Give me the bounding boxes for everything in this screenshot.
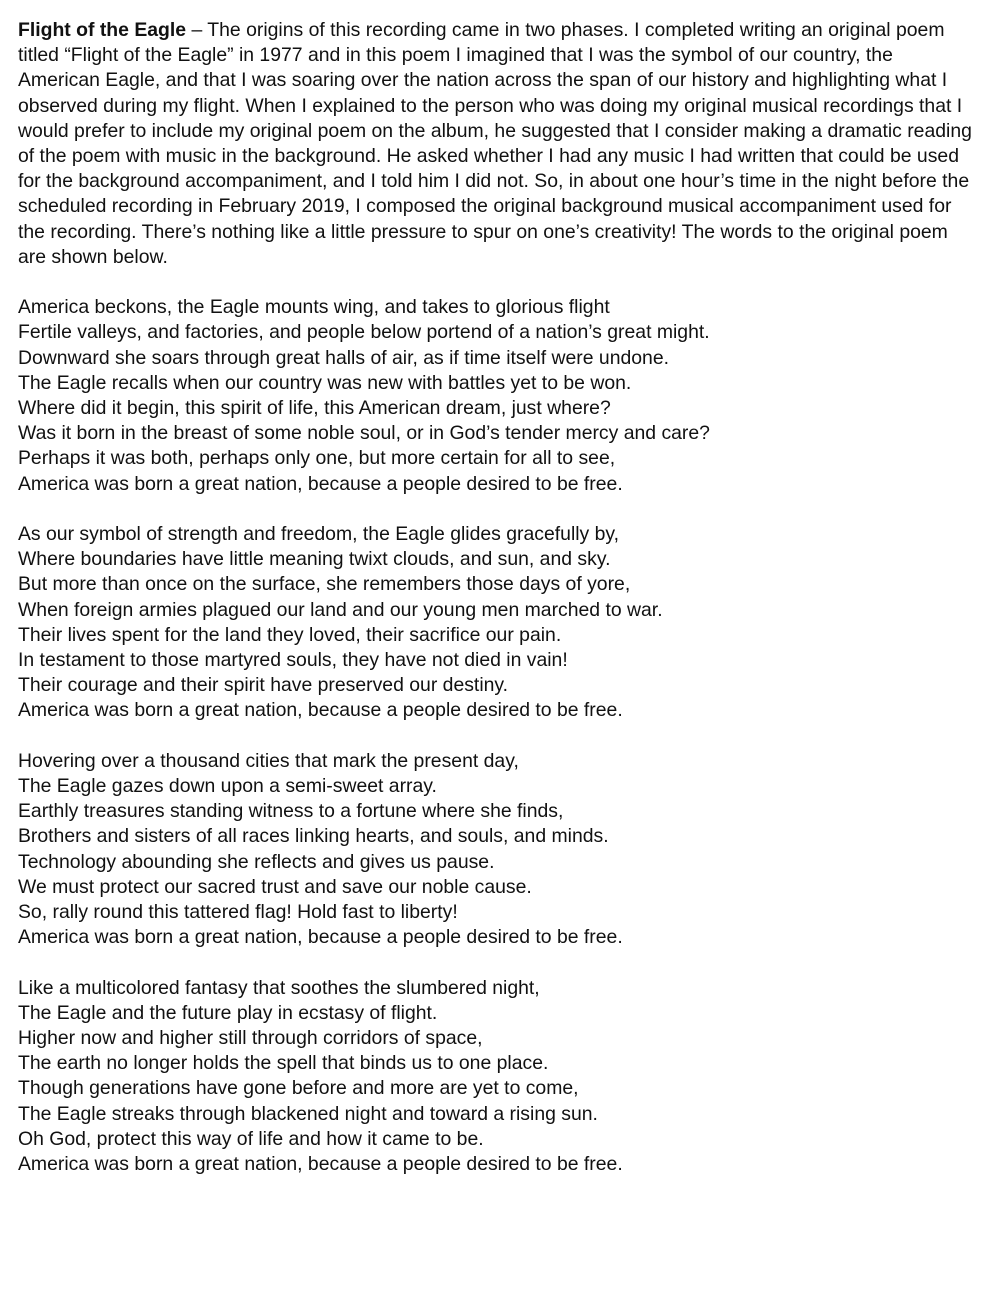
document-title: Flight of the Eagle (18, 19, 187, 41)
poem-line: Though generations have gone before and more are yet to come, (18, 1077, 579, 1100)
poem-line: In testament to those martyred souls, they have not died in vain! (18, 649, 568, 672)
poem-line: Was it born in the breast of some noble soul, or in God’s tender mercy and care? (18, 422, 710, 445)
poem-line: So, rally round this tattered flag! Hold fast to liberty! (18, 901, 458, 924)
poem-line: Where did it begin, this spirit of life, this American dream, just where? (18, 397, 611, 420)
poem-refrain: America was born a great nation, because a people desired to be free. (18, 1153, 623, 1176)
poem-refrain: America was born a great nation, because a people desired to be free. (18, 926, 623, 949)
poem-stanza-3 (18, 749, 978, 951)
poem-refrain: America was born a great nation, because a people desired to be free. (18, 472, 623, 495)
document-page (18, 18, 978, 1177)
poem-line: Perhaps it was both, perhaps only one, but more certain for all to see, (18, 447, 616, 470)
title-dash: – (186, 19, 208, 41)
poem-line: The Eagle and the future play in ecstasy of flight. (18, 1001, 438, 1024)
poem-line: As our symbol of strength and freedom, the Eagle glides gracefully by, (18, 523, 620, 546)
poem-line: But more than once on the surface, she remembers those days of yore, (18, 573, 631, 596)
poem-line: The Eagle streaks through blackened night and toward a rising sun. (18, 1102, 598, 1125)
poem-line: America beckons, the Eagle mounts wing, and takes to glorious flight (18, 296, 610, 319)
poem-line: Their lives spent for the land they loved, their sacrifice our pain. (18, 623, 562, 646)
poem-line: When foreign armies plagued our land and our young men marched to war. (18, 598, 663, 621)
poem-line: The Eagle recalls when our country was new with battles yet to be won. (18, 371, 632, 394)
poem-line: The earth no longer holds the spell that binds us to one place. (18, 1052, 549, 1075)
poem-line: Oh God, protect this way of life and how it came to be. (18, 1127, 484, 1150)
poem-stanza-4 (18, 976, 978, 1178)
poem-line: Like a multicolored fantasy that soothes the slumbered night, (18, 976, 540, 999)
poem-line: The Eagle gazes down upon a semi-sweet array. (18, 775, 437, 798)
poem-line: We must protect our sacred trust and save our noble cause. (18, 875, 532, 898)
poem-line: Downward she soars through great halls of air, as if time itself were undone. (18, 346, 669, 369)
poem-line: Brothers and sisters of all races linking hearts, and souls, and minds. (18, 825, 609, 848)
poem-line: Where boundaries have little meaning twixt clouds, and sun, and sky. (18, 548, 611, 571)
poem-refrain: America was born a great nation, because a people desired to be free. (18, 699, 623, 722)
poem-line: Technology abounding she reflects and gives us pause. (18, 850, 495, 873)
intro-paragraph (18, 18, 978, 270)
poem-line: Their courage and their spirit have preserved our destiny. (18, 674, 509, 697)
poem-line: Hovering over a thousand cities that mark the present day, (18, 749, 519, 772)
poem-stanza-2 (18, 522, 978, 724)
poem-line: Higher now and higher still through corridors of space, (18, 1027, 483, 1050)
intro-text: The origins of this recording came in two phases. I completed writing an original poem titled “Flight of the Eagle” in 1977 and in this poem I imagined that I was the symbol of our country, the American Eagle, and that I was soaring over the nation across the span of our history and highlighting what I observed during my flight. When I explained to the person who was doing my original musical recordings that I would prefer to include my original poem on the album, he suggested that I consider making a dramatic reading of the poem with music in the background. He asked whether I had any music I had written that could be used for the background accompaniment, and I told him I did not. So, in about one hour’s time in the night before the scheduled recording in February 2019, I composed the original background musical accompaniment used for the recording. There’s nothing like a little pressure to spur on one’s creativity! The words to the original poem are shown below. (18, 19, 972, 268)
poem-line: Earthly treasures standing witness to a fortune where she finds, (18, 800, 564, 823)
poem-stanza-1 (18, 295, 978, 497)
poem-line: Fertile valleys, and factories, and people below portend of a nation’s great might. (18, 321, 710, 344)
